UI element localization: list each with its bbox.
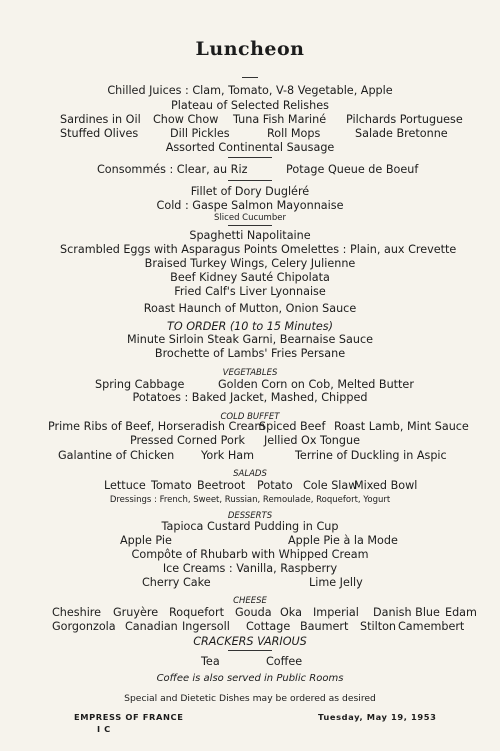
salads-heading: SALADS — [233, 469, 267, 479]
crackers-heading: CRACKERS VARIOUS — [193, 635, 307, 648]
ice-creams-line: Ice Creams : Vanilla, Raspberry — [162, 562, 338, 575]
cherry-cake-line: Cherry Cake — [142, 576, 211, 589]
cheese-heading: CHEESE — [233, 596, 267, 606]
relish-item: Chow Chow — [153, 113, 219, 126]
apple-pie-line: Apple Pie — [120, 534, 172, 547]
cheese-item: Gorgonzola — [52, 620, 116, 633]
mutton-line: Roast Haunch of Mutton, Onion Sauce — [143, 302, 357, 315]
cheese-item: Gruyère — [113, 606, 159, 619]
salad-item: Mixed Bowl — [354, 479, 418, 492]
relish-item: Tuna Fish Mariné — [233, 113, 327, 126]
fish-garnish-line: Sliced Cucumber — [214, 213, 286, 223]
cheese-item: Ingersoll — [182, 620, 230, 633]
apple-pie-mode-line: Apple Pie à la Mode — [288, 534, 398, 547]
corn-line: Golden Corn on Cob, Melted Butter — [218, 378, 414, 391]
salad-item: Tomato — [151, 479, 192, 492]
consommes-line: Consommés : Clear, au Riz — [97, 163, 248, 176]
buffet-item: Pressed Corned Pork — [130, 434, 245, 447]
dressings-line: Dressings : French, Sweet, Russian, Remoulade, Roquefort, Yogurt — [109, 495, 391, 505]
relish-item: Salade Bretonne — [355, 127, 448, 140]
section-rule — [228, 157, 272, 158]
relish-item: Sardines in Oil — [60, 113, 141, 126]
liver-line: Fried Calf's Liver Lyonnaise — [174, 285, 326, 298]
cheese-item: Imperial — [313, 606, 359, 619]
cheese-item: Cheshire — [52, 606, 102, 619]
menu-date: Tuesday, May 19, 1953 — [318, 712, 437, 722]
buffet-item: Galantine of Chicken — [58, 449, 175, 462]
cheese-item: Danish Blue — [373, 606, 440, 619]
cheese-item: Gouda — [235, 606, 272, 619]
cheese-item: Baumert — [300, 620, 349, 633]
buffet-item: Terrine of Duckling in Aspic — [295, 449, 447, 462]
salad-item: Beetroot — [197, 479, 246, 492]
compote-line: Compôte of Rhubarb with Whipped Cream — [131, 548, 369, 561]
potage-line: Potage Queue de Boeuf — [286, 163, 419, 176]
section-rule — [228, 180, 272, 181]
coffee-line: Coffee — [266, 655, 303, 668]
tea-line: Tea — [201, 655, 220, 668]
lime-jelly-line: Lime Jelly — [309, 576, 363, 589]
turkey-line: Braised Turkey Wings, Celery Julienne — [144, 257, 356, 270]
menu-title: Luncheon — [195, 38, 305, 60]
to-order-heading: TO ORDER (10 to 15 Minutes) — [167, 320, 333, 333]
tapioca-line: Tapioca Custard Pudding in Cup — [161, 520, 339, 533]
section-rule — [228, 650, 272, 651]
cheese-item: Oka — [280, 606, 302, 619]
buffet-item: Roast Lamb, Mint Sauce — [334, 420, 469, 433]
cheese-item: Canadian — [125, 620, 178, 633]
brochette-line: Brochette of Lambs' Fries Persane — [154, 347, 346, 360]
cheese-item: Stilton — [360, 620, 397, 633]
salad-item: Lettuce — [104, 479, 146, 492]
cold-buffet-heading: COLD BUFFET — [220, 412, 280, 422]
coffee-note: Coffee is also served in Public Rooms — [156, 673, 344, 684]
cheese-item: Roquefort — [169, 606, 224, 619]
relish-item: Roll Mops — [267, 127, 321, 140]
menu-code: I C — [97, 724, 111, 734]
ship-name: EMPRESS OF FRANCE — [74, 712, 184, 722]
buffet-item: York Ham — [201, 449, 254, 462]
kidney-line: Beef Kidney Sauté Chipolata — [170, 271, 330, 284]
vegetables-heading: VEGETABLES — [222, 368, 278, 378]
section-rule — [228, 225, 272, 226]
cheese-item: Camembert — [398, 620, 465, 633]
salad-item: Potato — [257, 479, 293, 492]
fish-cold-line: Cold : Gaspe Salmon Mayonnaise — [156, 199, 344, 212]
fish-line: Fillet of Dory Dugléré — [190, 185, 310, 198]
title-rule — [242, 77, 258, 78]
cheese-item: Edam — [445, 606, 477, 619]
salad-item: Cole Slaw — [303, 479, 358, 492]
juices-line: Chilled Juices : Clam, Tomato, V-8 Vegetable, Apple — [107, 84, 393, 97]
cabbage-line: Spring Cabbage — [95, 378, 185, 391]
plateau-line: Plateau of Selected Relishes — [171, 99, 329, 112]
buffet-item: Prime Ribs of Beef, Horseradish Cream — [48, 420, 266, 433]
spaghetti-line: Spaghetti Napolitaine — [189, 229, 311, 242]
relish-item: Dill Pickles — [170, 127, 230, 140]
desserts-heading: DESSERTS — [227, 511, 273, 521]
eggs-line: Scrambled Eggs with Asparagus Points — [60, 243, 278, 256]
omelettes-line: Omelettes : Plain, aux Crevette — [281, 243, 457, 256]
potatoes-line: Potatoes : Baked Jacket, Mashed, Chipped — [132, 391, 368, 404]
sirloin-line: Minute Sirloin Steak Garni, Bearnaise Sauce — [126, 333, 373, 346]
sausage-line: Assorted Continental Sausage — [165, 141, 335, 154]
relish-item: Stuffed Olives — [60, 127, 139, 140]
relish-item: Pilchards Portuguese — [346, 113, 463, 126]
buffet-item: Jellied Ox Tongue — [264, 434, 360, 447]
buffet-item: Spiced Beef — [259, 420, 326, 433]
special-dishes-note: Special and Dietetic Dishes may be ordered as desired — [124, 693, 376, 704]
cheese-item: Cottage — [246, 620, 291, 633]
